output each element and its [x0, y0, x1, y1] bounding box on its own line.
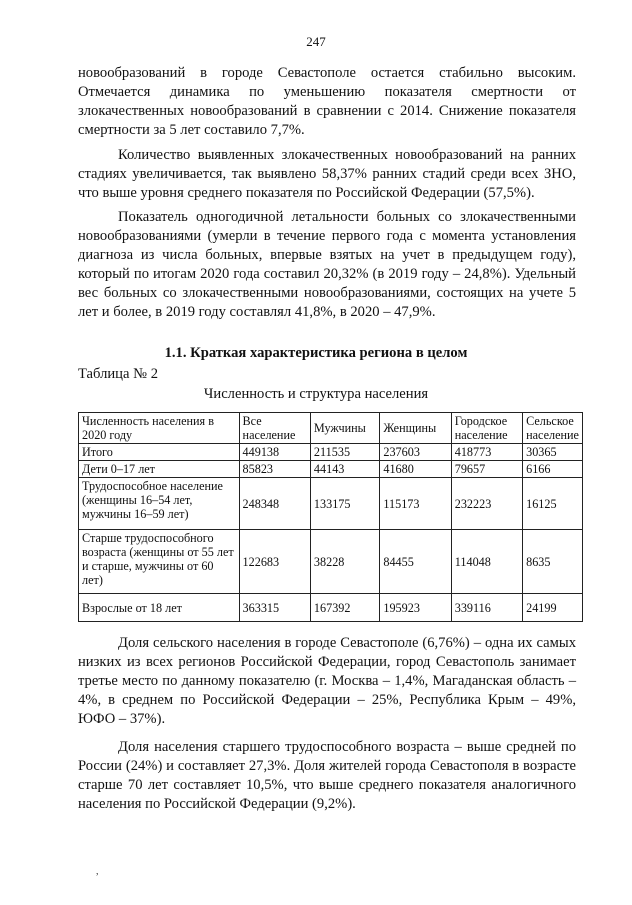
table-cell: 85823 — [239, 461, 310, 478]
population-table — [78, 412, 583, 622]
table-header-cell: Численность населения в 2020 году — [79, 413, 240, 444]
table-cell: 115173 — [380, 478, 451, 530]
table-row — [79, 478, 583, 530]
table-cell: 8635 — [523, 530, 583, 594]
table-cell: 195923 — [380, 594, 451, 622]
table-row-label: Дети 0–17 лет — [79, 461, 240, 478]
table-cell: 38228 — [310, 530, 379, 594]
table-header-cell: Сельское население — [523, 413, 583, 444]
table-cell: 167392 — [310, 594, 379, 622]
table-cell: 30365 — [523, 444, 583, 461]
paragraph-elderly-share — [78, 738, 576, 814]
table-cell: 418773 — [451, 444, 522, 461]
scan-artifact: , — [96, 866, 99, 877]
table-cell: 449138 — [239, 444, 310, 461]
table-cell: 41680 — [380, 461, 451, 478]
table-cell: 133175 — [310, 478, 379, 530]
table-header-cell: Мужчины — [310, 413, 379, 444]
table-cell: 79657 — [451, 461, 522, 478]
paragraph-rural-share — [78, 634, 576, 729]
paragraph: Количество выявленных злокачественных новообразований на ранних стадиях увеличивается, так выявлено 58,37% ранних стадий среди всех ЗНО, что выше уровня среднего показателя по Российской Федерации (57,5%). — [78, 147, 576, 201]
table-cell: 84455 — [380, 530, 451, 594]
table-header-cell: Городское население — [451, 413, 522, 444]
table-cell: 363315 — [239, 594, 310, 622]
table-row — [79, 594, 583, 622]
table-cell: 237603 — [380, 444, 451, 461]
table-row-label: Итого — [79, 444, 240, 461]
table-row-label: Старше трудоспособного возраста (женщины от 55 лет и старше, мужчины от 60 лет) — [79, 530, 240, 594]
table-cell: 6166 — [523, 461, 583, 478]
table-cell: 114048 — [451, 530, 522, 594]
table-row — [79, 461, 583, 478]
table-cell: 211535 — [310, 444, 379, 461]
table-cell: 44143 — [310, 461, 379, 478]
paragraph-early-stages — [78, 146, 576, 203]
table-header-cell: Женщины — [380, 413, 451, 444]
table-caption: Численность и структура населения — [203, 386, 429, 402]
table-cell: 24199 — [523, 594, 583, 622]
paragraph: Доля сельского населения в городе Севастополе (6,76%) – одна их самых низких из всех регионов Российской Федерации, город Севастополь занимает третье место по данному показателю (г. Москва – 1,4%, Магаданская область – 4%, в среднем по Российской Федерации – 25%, Республика Крым – 49%, ЮФО – 37%). — [78, 635, 576, 727]
paragraph-continuation — [78, 64, 576, 140]
table-header-cell: Все население — [239, 413, 310, 444]
paragraph: Доля населения старшего трудоспособного возраста – выше средней по России (24%) и составляет 27,3%. Доля жителей города Севастополя в возрасте старше 70 лет составляет 10,5%, что выше среднего показателя аналогичного населения по Российской Федерации (9,2%). — [78, 739, 576, 812]
paragraph: новообразований в городе Севастополе остается стабильно высоким. Отмечается динамика по уменьшению показателя смертности от злокачественных новообразований в сравнении с 2014. Снижение показателя смертности за 5 лет составило 7,7%. — [78, 65, 576, 138]
table-cell: 248348 — [239, 478, 310, 530]
table-cell: 339116 — [451, 594, 522, 622]
page-number: 247 — [306, 34, 326, 49]
table-cell: 122683 — [239, 530, 310, 594]
table-header-row — [79, 413, 583, 444]
table-row — [79, 530, 583, 594]
table-row-label: Взрослые от 18 лет — [79, 594, 240, 622]
table-row-label: Трудоспособное население (женщины 16–54 лет, мужчины 16–59 лет) — [79, 478, 240, 530]
table-cell: 16125 — [523, 478, 583, 530]
section-title: 1.1. Краткая характеристика региона в целом — [164, 345, 468, 361]
paragraph-lethality — [78, 208, 576, 322]
table-label: Таблица № 2 — [78, 366, 158, 382]
table-row — [79, 444, 583, 461]
table-cell: 232223 — [451, 478, 522, 530]
paragraph: Показатель одногодичной летальности больных со злокачественными новообразованиями (умерли в течение первого года с момента установления диагноза из числа больных, впервые взятых на учет в предыдущем году), который по итогам 2020 года составил 20,32% (в 2019 году – 24,8%). Удельный вес больных со злокачественными новообразованиями, состоящих на учете 5 лет и более, в 2019 году составлял 41,8%, в 2020 – 47,9%. — [78, 209, 576, 320]
population-table-wrapper — [78, 412, 583, 622]
